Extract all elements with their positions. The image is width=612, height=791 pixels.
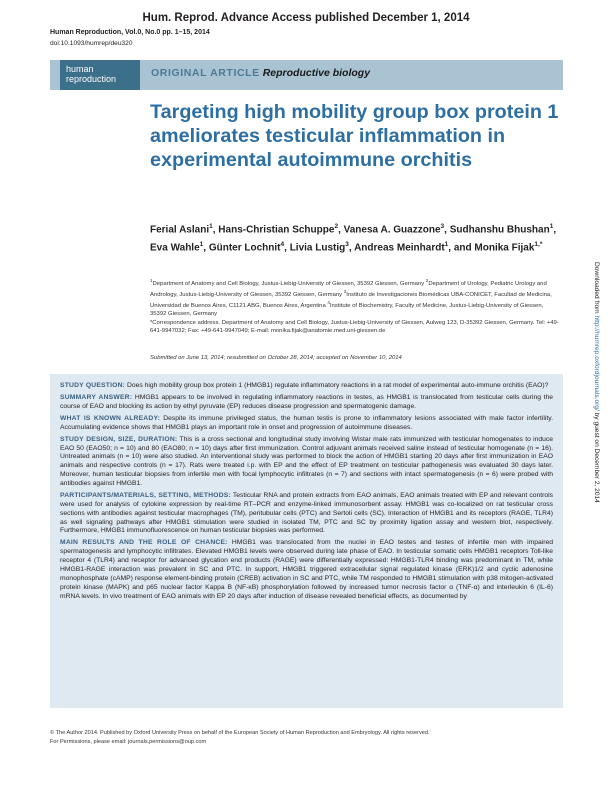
affiliation-text: Instituto de Investigaciones Biomédicas UBA-CONICET, Facultad de Medicina, Universidad de Buenos Aires, C1121 ABG, Buenos Aires, Argentina	[150, 292, 552, 310]
author-separator: , and	[448, 242, 475, 254]
abstract-heading: PARTICIPANTS/MATERIALS, SETTING, METHODS:	[60, 492, 231, 500]
journal-citation: Human Reproduction, Vol.0, No.0 pp. 1–15, 2014	[50, 29, 210, 36]
author-affiliation-mark: 1	[444, 241, 449, 249]
affiliation-mark: 3	[343, 289, 347, 295]
author-name: Günter Lochnit	[208, 242, 281, 254]
submission-dates: Submitted on June 13, 2014; resubmitted on October 28, 2014; accepted on November 10, 2014	[150, 355, 402, 361]
abstract-section	[60, 394, 553, 412]
structured-abstract	[50, 374, 563, 708]
abstract-text: Testicular RNA and protein extracts from EAO animals, EAO animals treated with EP and relevant controls were used for analysis of cytokine expression by real-time RT–PCR and enzyme-linked immunosorbent assay. HMGB1 was co-localized on rat testicular cross sections with antibodies against testicular macrophages (TM), peritubular cells (PTC) and Sertoli cells (SC). Interaction of HMGB1 and its receptors (RAGE, TLR4) as well signaling pathways after HMGB1 stimulation were studied in isolated TM, PTC and SC by proximity ligation assay and western blot, respectively. Furthermore, HMGB1 immunofluorescence on human testicular biopsies was performed.	[60, 492, 553, 535]
author-affiliation-mark: 3	[440, 223, 445, 230]
permissions: For Permissions, please email: journals.permissions@oup.com	[50, 739, 207, 745]
category-label: ORIGINAL ARTICLE	[151, 67, 260, 79]
abstract-heading: WHAT IS KNOWN ALREADY:	[60, 414, 161, 422]
abstract-heading: STUDY DESIGN, SIZE, DURATION:	[60, 435, 178, 443]
author-separator: ,	[553, 224, 557, 236]
download-prefix: Downloaded from	[593, 262, 600, 316]
journal-link[interactable]: http://humrep.oxfordjournals.org/	[593, 315, 600, 411]
author-affiliation-mark: 2	[334, 223, 339, 230]
affiliation-mark: 1	[150, 278, 153, 283]
logo-line-1: human	[66, 64, 94, 74]
article-category	[151, 67, 370, 79]
download-note	[592, 262, 602, 592]
abstract-text: This is a cross sectional and longitudinal study involving Wistar male rats immunized with testicular homogenates to induce EAO 50 (EAO50; n = 10) and 80 (EAO80; n = 10) days after first immunization. Control adjuvant animals received saline instead of testicular homogenate (n = 16). Untreated animals (n = 10) were also studied. An interventional study was performed to block the action of HMGB1 starting 20 days after first immunization in EAO animals and respective controls (n = 17). Rats were treated i.p. with EP and the effect of EP treatment on testicular pathogenesis was evaluated 30 days later. Moreover, human testicular biopsies from infertile men with focal lymphocytic infiltrates (n = 7) and sections with intact spermatogenesis (n = 6) were probed with antibodies against HMGB1.	[60, 435, 553, 487]
author-name: Livia Lustig	[289, 242, 346, 254]
author-name: Ferial Aslani	[150, 224, 210, 236]
author-name: Andreas Meinhardt	[354, 242, 445, 254]
download-suffix: by guest on December 2, 2014	[593, 410, 600, 503]
affiliation-text: Institute of Biochemistry, Faculty of Medicine, Justus-Liebig-University of Giessen, 35392 Giessen, Germany	[150, 303, 544, 318]
author-affiliation-mark: 1	[199, 241, 204, 249]
author-affiliation-mark: 1,*	[534, 241, 543, 249]
author-separator: ,	[338, 224, 344, 236]
subcategory-label: Reproductive biology	[262, 67, 371, 79]
doi: doi:10.1093/humrep/deu320	[50, 40, 133, 47]
author-affiliation-mark: 1	[209, 223, 213, 230]
affiliation-mark: 2	[425, 278, 429, 283]
footer	[50, 729, 563, 747]
affiliation-text: Department of Urology, Pediatric Urology and Andrology, Justus-Liebig-University of Giessen, 35392 Giessen, Germany	[150, 280, 547, 299]
author-separator: ,	[212, 224, 219, 236]
abstract-section	[60, 415, 553, 433]
correspondence: *Correspondence address. Department of Anatomy and Cell Biology, Justus-Liebig-University of Giessen, Aulweg 123, D-35392 Giessen, Germany. Tel: +49-641-9947032; Fax: +49-641-9947049; E-mail: monika.fijak@anatomie.med.uni-giessen.de	[150, 320, 559, 335]
abstract-text: HMGB1 was translocated from the nuclei in EAO testes and testes of infertile men with impaired spermatogenesis and lymphocytic infiltrates. Elevated HMGB1 levels were observed during late phase of EAO. In testicular somatic cells HMGB1 receptors Toll-like receptor 4 (TLR4) and receptor for advanced glycation end products (RAGE) were differentially expressed: HMGB1-TLR4 binding was predominant in TM, while HMGB1-RAGE interaction was prevalent in SC and PTC. In support, HMGB1 triggered extracellular signal regulated kinase (ERK)1/2 and cyclic adenosine monophosphate (cAMP) response element-binding protein (CREB) activation in SC and PTC, while TM responded to HMGB1 stimulation with p38 mitogen-activated protein kinase (MAPK) and p65 nuclear factor Kappa B (NF-κB) phosphorylation followed by increased tumor necrosis factor α (TNF-α) and interleukin 6 (IL-6) mRNA levels. In vivo treatment of EAO animals with EP 20 days after induction of disease revealed beneficial effects, as documented by	[60, 539, 553, 600]
author-name: Sudhanshu Bhushan	[449, 224, 550, 236]
copyright: © The Author 2014. Published by Oxford University Press on behalf of the European Society of Human Reproduction and Embryology. All rights reserved.	[50, 730, 430, 736]
author-separator: ,	[444, 224, 450, 236]
abstract-heading: SUMMARY ANSWER:	[60, 394, 133, 402]
article-title: Targeting high mobility group box protein 1 ameliorates testicular inflammation in experimental autoimmune orchitis	[150, 101, 559, 171]
abstract-text: HMGB1 appears to be involved in regulating inflammatory reactions in testes, as HMGB1 is translocated from testicular cells during the course of EAO and blocking its action by ethyl pyruvate (EP) reduces disease progression and spermatogenic damage.	[60, 394, 554, 410]
abstract-section	[60, 539, 553, 601]
author-affiliation-mark: 3	[345, 241, 349, 249]
abstract-text: Does high mobility group box protein 1 (HMGB1) regulate inflammatory reactions in a rat model of experimental auto-immune orchitis (EAO)?	[127, 382, 549, 389]
journal-logo	[60, 60, 140, 90]
author-name: Monika Fijak	[474, 242, 535, 254]
affiliation-mark: 4	[327, 300, 330, 306]
affiliation-text: Department of Anatomy and Cell Biology, Justus-Liebig-University of Giessen, 35392 Giessen, Germany	[152, 280, 426, 287]
logo-line-2: reproduction	[66, 73, 117, 84]
author-name: Hans-Christian Schuppe	[218, 224, 335, 236]
author-separator: ,	[284, 242, 290, 254]
author-separator: ,	[203, 242, 209, 254]
author-separator: ,	[348, 242, 355, 254]
abstract-section	[60, 436, 553, 489]
advance-access-notice: Hum. Reprod. Advance Access published December 1, 2014	[142, 12, 470, 24]
abstract-heading: MAIN RESULTS AND THE ROLE OF CHANCE:	[60, 539, 228, 547]
abstract-text: Despite its immune privileged status, the human testis is prone to inflammatory lesions associated with male factor infertility. Accumulating evidence shows that HMGB1 plays an important role in onset and progression of autoimmune diseases.	[60, 414, 553, 431]
author-affiliation-mark: 4	[280, 241, 285, 249]
author-name: Vanesa A. Guazzone	[343, 224, 441, 236]
author-list	[150, 219, 560, 256]
author-name: Eva Wahle	[150, 242, 200, 254]
abstract-section	[60, 382, 553, 391]
affiliations	[150, 277, 560, 318]
abstract-heading: STUDY QUESTION:	[60, 382, 126, 389]
abstract-section	[60, 492, 553, 536]
author-affiliation-mark: 1	[549, 223, 554, 230]
